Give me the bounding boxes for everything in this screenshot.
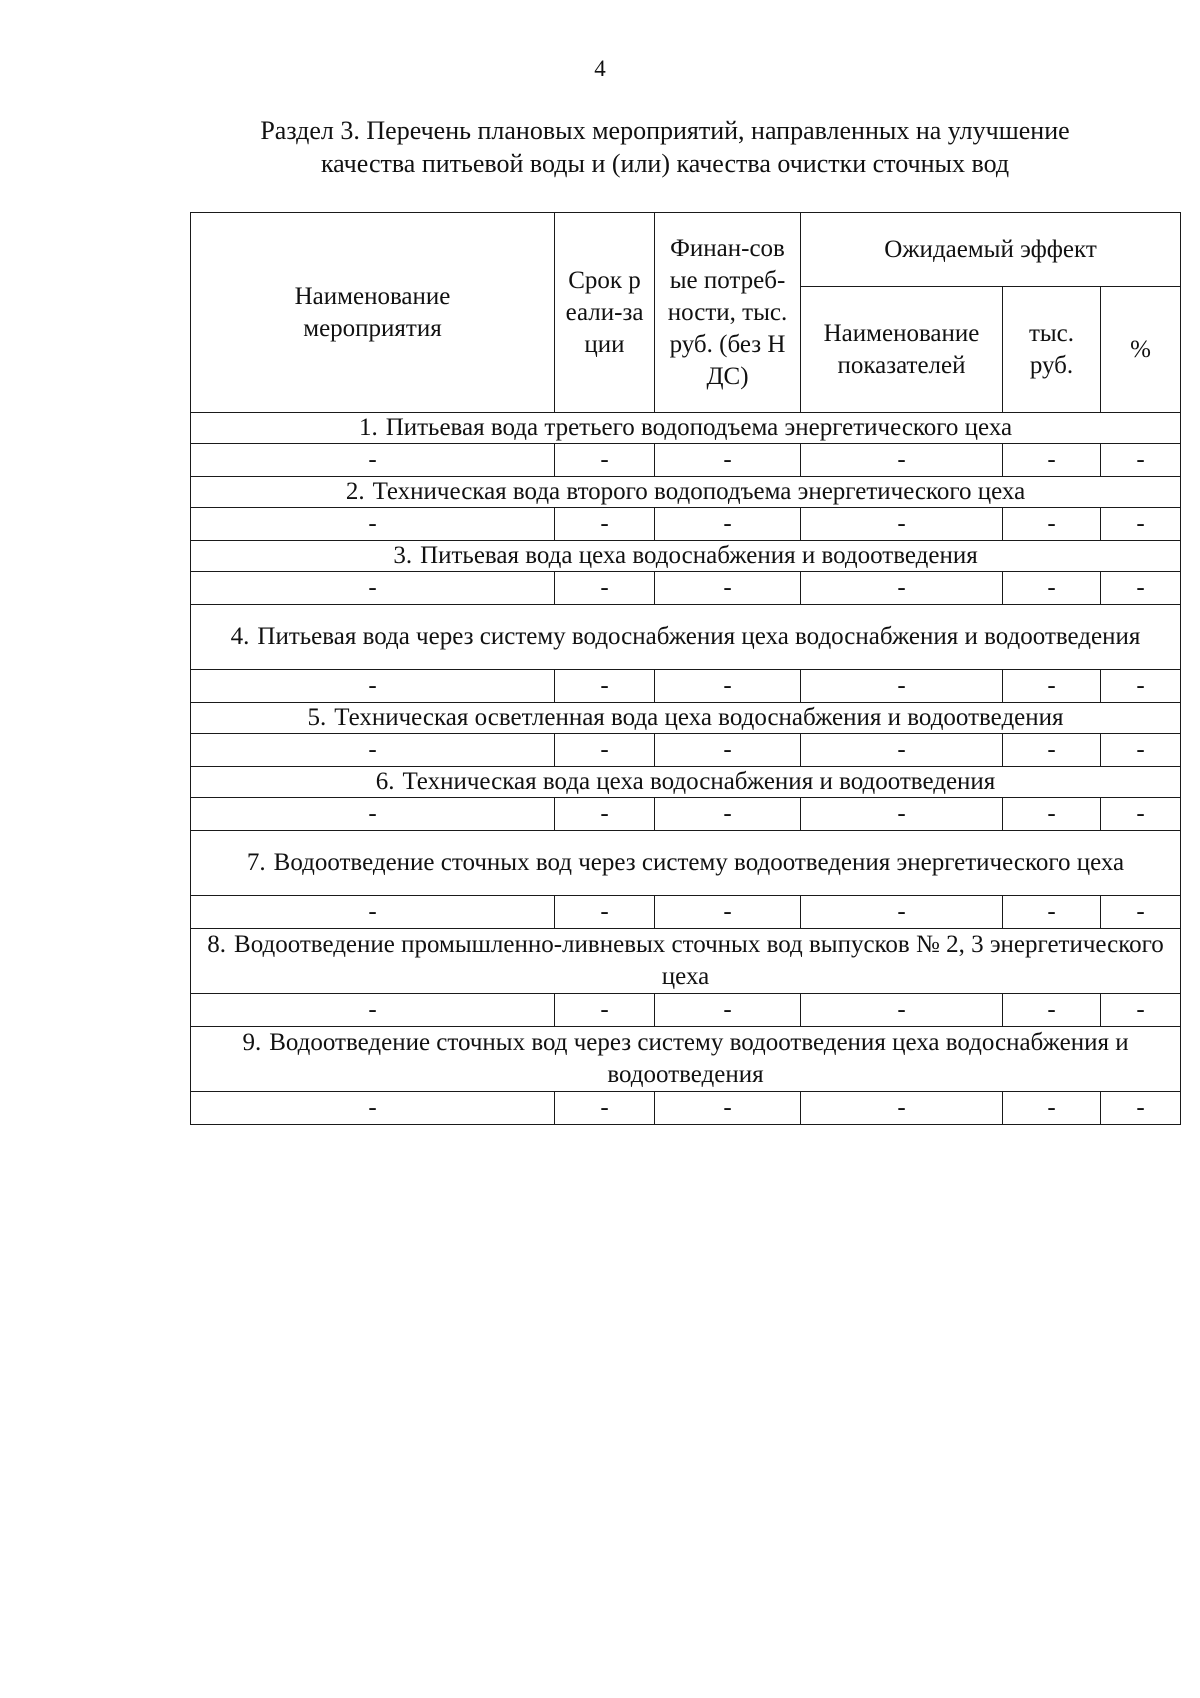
table-cell: - — [191, 994, 555, 1027]
section-title-cell — [191, 929, 1181, 994]
section-row — [191, 831, 1181, 896]
table-cell: - — [1003, 670, 1101, 703]
table-cell: - — [655, 508, 801, 541]
page-number: 4 — [594, 56, 606, 81]
table-cell: - — [801, 896, 1003, 929]
header-measure-name: Наименование мероприятия — [191, 213, 555, 413]
table-cell: - — [655, 734, 801, 767]
table-cell: - — [801, 734, 1003, 767]
table-cell: - — [655, 798, 801, 831]
table-row — [191, 994, 1181, 1027]
table-cell: - — [555, 508, 655, 541]
section-title-cell — [191, 767, 1181, 798]
section-row — [191, 767, 1181, 798]
section-title-line-1: Раздел 3. Перечень плановых мероприятий, направленных на улучшение — [260, 116, 1070, 145]
table-cell: - — [1003, 572, 1101, 605]
table-cell: - — [191, 670, 555, 703]
section-title-text: Питьевая вода третьего водоподъема энергетического цеха — [385, 414, 1013, 441]
table-cell: - — [655, 1092, 801, 1125]
table-cell: - — [1101, 508, 1181, 541]
header-indicator-name: Наименование показателей — [801, 287, 1003, 413]
table-cell: - — [801, 572, 1003, 605]
table-cell: - — [191, 734, 555, 767]
section-title-cell — [191, 703, 1181, 734]
table-cell: - — [801, 444, 1003, 477]
table-cell: - — [1003, 896, 1101, 929]
table-row — [191, 508, 1181, 541]
section-title-text: Питьевая вода цеха водоснабжения и водоотведения — [420, 542, 978, 569]
table-cell: - — [555, 572, 655, 605]
section-title-text: Техническая вода цеха водоснабжения и водоотведения — [402, 768, 996, 795]
section-title-cell — [191, 413, 1181, 444]
table-row — [191, 1092, 1181, 1125]
table-cell: - — [555, 1092, 655, 1125]
table-cell: - — [1003, 1092, 1101, 1125]
section-row — [191, 929, 1181, 994]
header-percent: % — [1101, 287, 1181, 413]
table-cell: - — [555, 994, 655, 1027]
section-number: 2. — [345, 478, 365, 505]
header-term: Срок реали-зации — [555, 213, 655, 413]
section-number: 5. — [307, 704, 327, 731]
measures-table — [190, 212, 1181, 1125]
table-cell: - — [555, 444, 655, 477]
section-number: 3. — [393, 542, 413, 569]
table-cell: - — [1003, 994, 1101, 1027]
section-title-line-2: качества питьевой воды и (или) качества очистки сточных вод — [320, 149, 1010, 178]
table-cell: - — [1003, 798, 1101, 831]
table-row — [191, 670, 1181, 703]
table-cell: - — [1003, 444, 1101, 477]
section-number: 9. — [242, 1029, 262, 1056]
table-cell: - — [655, 572, 801, 605]
table-cell: - — [801, 798, 1003, 831]
section-number: 6. — [375, 768, 395, 795]
section-row — [191, 703, 1181, 734]
section-title-cell — [191, 541, 1181, 572]
section-number: 4. — [230, 623, 250, 650]
table-cell: - — [1101, 670, 1181, 703]
section-title-cell — [191, 1027, 1181, 1092]
header-financial-needs: Финан-совые потреб-ности, тыс. руб. (без НДС) — [655, 213, 801, 413]
table-cell: - — [191, 508, 555, 541]
table-cell: - — [191, 1092, 555, 1125]
section-title-text: Водоотведение промышленно-ливневых сточных вод выпусков № 2, 3 энергетического цеха — [234, 931, 1164, 990]
section-title-cell — [191, 477, 1181, 508]
table-cell: - — [1101, 798, 1181, 831]
section-title-cell — [191, 831, 1181, 896]
table-cell: - — [801, 670, 1003, 703]
table-row — [191, 444, 1181, 477]
table-cell: - — [191, 444, 555, 477]
table-cell: - — [555, 896, 655, 929]
section-row — [191, 605, 1181, 670]
table-row — [191, 572, 1181, 605]
section-title-cell — [191, 605, 1181, 670]
table-cell: - — [801, 994, 1003, 1027]
section-title — [195, 114, 1135, 180]
table-row — [191, 798, 1181, 831]
section-title-text: Питьевая вода через систему водоснабжения цеха водоснабжения и водоотведения — [257, 623, 1141, 650]
table-cell: - — [1101, 572, 1181, 605]
section-row — [191, 413, 1181, 444]
section-row — [191, 541, 1181, 572]
table-cell: - — [1101, 994, 1181, 1027]
table-cell: - — [655, 670, 801, 703]
table-cell: - — [1003, 734, 1101, 767]
section-title-text: Техническая вода второго водоподъема энергетического цеха — [372, 478, 1026, 505]
table-cell: - — [191, 572, 555, 605]
table-cell: - — [1003, 508, 1101, 541]
header-thousand-rub: тыс. руб. — [1003, 287, 1101, 413]
table-cell: - — [1101, 896, 1181, 929]
section-title-text: Водоотведение сточных вод через систему водоотведения энергетического цеха — [273, 849, 1125, 876]
table-cell: - — [801, 1092, 1003, 1125]
table-row — [191, 896, 1181, 929]
section-number: 1. — [358, 414, 378, 441]
table-cell: - — [555, 734, 655, 767]
table-cell: - — [655, 994, 801, 1027]
section-title-text: Водоотведение сточных вод через систему водоотведения цеха водоснабжения и водоотведения — [269, 1029, 1129, 1088]
section-number: 7. — [246, 849, 266, 876]
section-row — [191, 1027, 1181, 1092]
section-row — [191, 477, 1181, 508]
section-number: 8. — [207, 931, 227, 958]
section-title-text: Техническая осветленная вода цеха водоснабжения и водоотведения — [334, 704, 1064, 731]
table-row — [191, 734, 1181, 767]
table-cell: - — [555, 670, 655, 703]
table-cell: - — [555, 798, 655, 831]
table-cell: - — [801, 508, 1003, 541]
table-cell: - — [1101, 1092, 1181, 1125]
table-cell: - — [655, 896, 801, 929]
table-cell: - — [191, 798, 555, 831]
header-expected-effect: Ожидаемый эффект — [801, 213, 1181, 287]
table-cell: - — [1101, 734, 1181, 767]
table-cell: - — [1101, 444, 1181, 477]
table-cell: - — [655, 444, 801, 477]
table-cell: - — [191, 896, 555, 929]
